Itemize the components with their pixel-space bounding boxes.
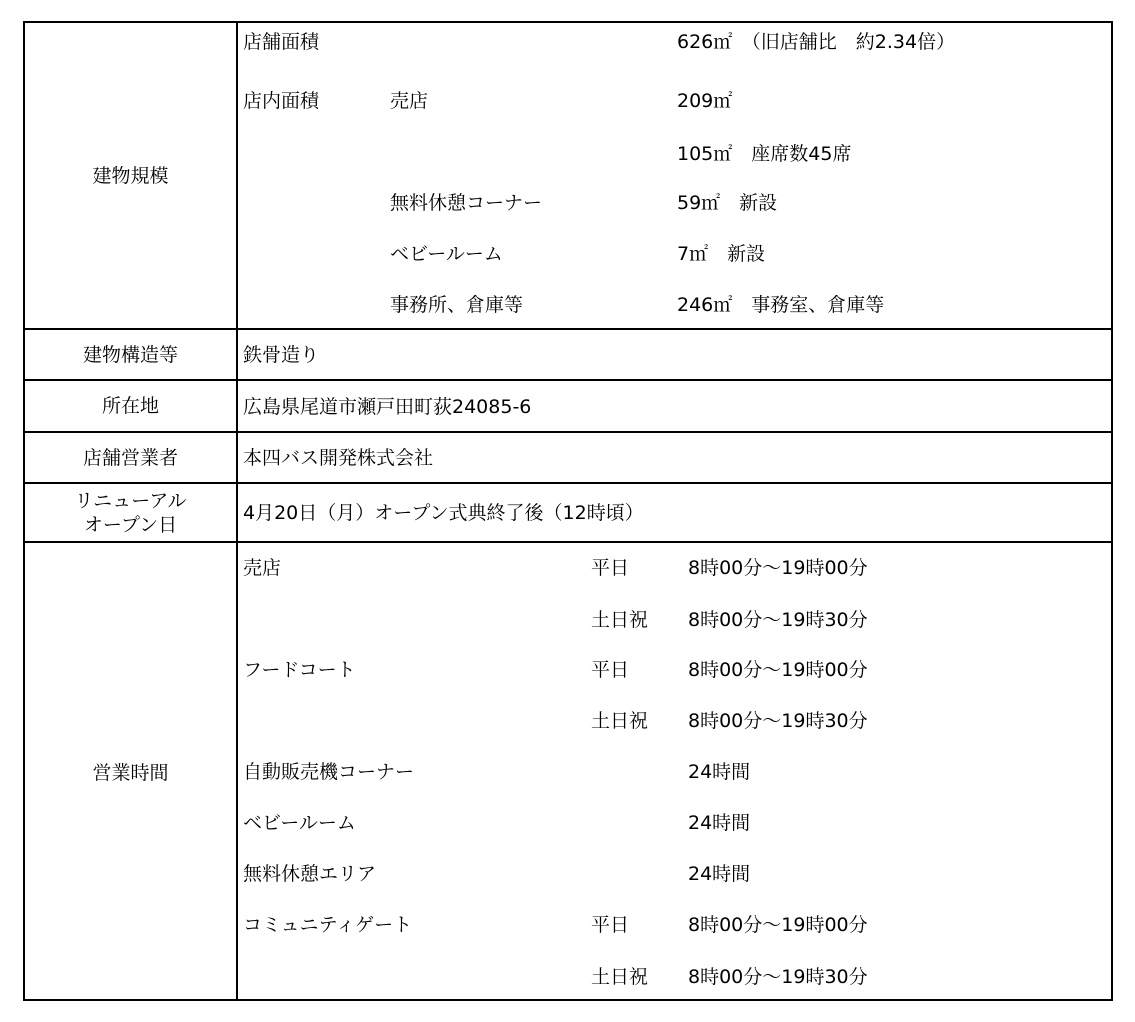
reopening-header: リニューアル オープン日	[74, 489, 187, 536]
structure-value: 鉄骨造り	[243, 344, 320, 366]
hours-facility: フードコート	[243, 659, 356, 681]
hours-day: 平日	[591, 557, 630, 579]
hours-time: 8時00分～19時30分	[688, 609, 868, 631]
hours-facility: 売店	[243, 557, 282, 579]
building-scale-value: 246㎡ 事務室、倉庫等	[677, 294, 885, 316]
hours-time: 24時間	[688, 761, 751, 783]
hours-day: 平日	[591, 659, 630, 681]
building-scale-header: 建物規模	[92, 164, 169, 187]
hours-time: 8時00分～19時30分	[688, 966, 868, 988]
business-hours-header: 営業時間	[92, 762, 169, 784]
hours-day: 土日祝	[591, 609, 649, 631]
building-scale-sub: 売店	[390, 90, 429, 112]
structure-header: 建物構造等	[82, 343, 178, 366]
hours-time: 24時間	[688, 863, 751, 885]
reopening-value: 4月20日（月）オープン式典終了後（12時頃）	[243, 502, 644, 524]
building-scale-value: 59㎡ 新設	[677, 192, 778, 214]
hours-facility: ベビールーム	[243, 812, 356, 834]
hours-time: 8時00分～19時00分	[688, 914, 868, 936]
hours-time: 8時00分～19時00分	[688, 659, 868, 681]
hours-time: 8時00分～19時00分	[688, 557, 868, 579]
hours-facility: 無料休憩エリア	[243, 863, 377, 885]
building-scale-value: 105㎡ 座席数45席	[677, 143, 852, 165]
building-scale-label: 店内面積	[243, 90, 320, 112]
building-scale-value: 209㎡	[677, 90, 733, 112]
location-value: 広島県尾道市瀬戸田町荻24085-6	[243, 396, 532, 418]
hours-facility: 自動販売機コーナー	[243, 761, 415, 783]
column-divider	[236, 23, 238, 999]
hours-facility: コミュニティゲート	[243, 914, 413, 936]
hours-day: 土日祝	[591, 966, 649, 988]
hours-day: 平日	[591, 914, 630, 936]
building-scale-value: 626㎡ （旧店舗比 約2.34倍）	[677, 31, 956, 53]
building-scale-sub: 事務所、倉庫等	[390, 294, 524, 316]
location-header: 所在地	[101, 395, 159, 417]
building-scale-value: 7㎡ 新設	[677, 243, 766, 265]
building-scale-sub: ベビールーム	[390, 243, 503, 265]
building-scale-label: 店舗面積	[243, 31, 320, 53]
hours-time: 8時00分～19時30分	[688, 710, 868, 732]
hours-time: 24時間	[688, 812, 751, 834]
building-scale-sub: 無料休憩コーナー	[390, 192, 543, 214]
hours-day: 土日祝	[591, 710, 649, 732]
operator-header: 店舗営業者	[82, 446, 178, 469]
facility-info-table	[23, 21, 1113, 1001]
operator-value: 本四バス開発株式会社	[243, 447, 434, 469]
